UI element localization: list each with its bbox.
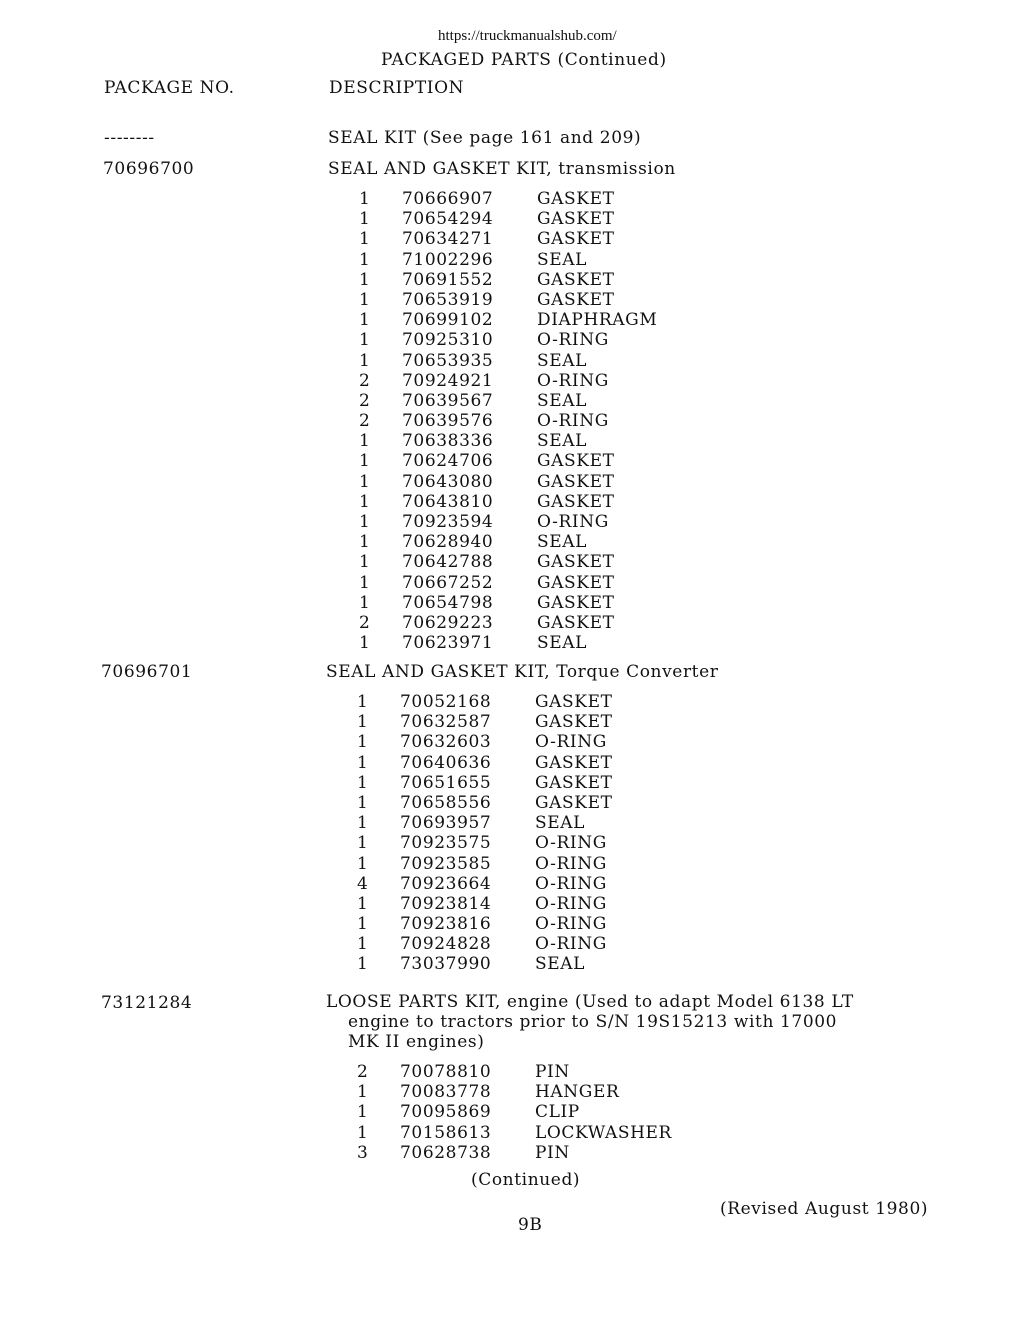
part-quantity: 1 <box>357 813 369 834</box>
part-row <box>357 1062 777 1082</box>
part-name: GASKET <box>535 792 613 813</box>
part-number: 70634271 <box>402 229 494 250</box>
part-row <box>359 391 779 411</box>
part-name: GASKET <box>537 289 615 310</box>
part-name: HANGER <box>535 1082 620 1103</box>
part-quantity: 1 <box>359 209 371 230</box>
part-row <box>357 732 777 752</box>
kit3-description-line: LOOSE PARTS KIT, engine (Used to adapt Model 6138 LT <box>326 992 854 1012</box>
part-quantity: 2 <box>359 411 371 432</box>
part-row <box>357 692 777 712</box>
part-row <box>359 532 779 552</box>
part-row <box>359 229 779 249</box>
part-quantity: 1 <box>359 249 371 270</box>
part-number: 70095869 <box>400 1102 492 1123</box>
part-row <box>359 613 779 633</box>
part-quantity: 4 <box>357 873 369 894</box>
continued-note: (Continued) <box>471 1170 581 1190</box>
part-quantity: 1 <box>357 732 369 753</box>
part-quantity: 1 <box>357 1082 369 1103</box>
part-name: SEAL <box>537 249 588 270</box>
part-quantity: 1 <box>359 512 371 532</box>
part-quantity: 1 <box>357 752 369 773</box>
kit2-parts-list <box>357 692 777 975</box>
part-row <box>357 793 777 813</box>
part-quantity: 1 <box>357 772 369 793</box>
part-number: 70628940 <box>402 532 494 553</box>
part-number: 70693957 <box>400 813 492 834</box>
part-row <box>357 954 777 974</box>
page-number: 9B <box>518 1215 543 1235</box>
part-number: 70642788 <box>402 552 494 573</box>
revision-note: (Revised August 1980) <box>720 1199 929 1219</box>
part-number: 70624706 <box>402 451 494 472</box>
part-number: 70699102 <box>402 310 494 331</box>
source-url: https://truckmanualshub.com/ <box>438 28 617 44</box>
part-name: O-RING <box>535 873 607 894</box>
part-row <box>359 371 779 391</box>
part-number: 70643810 <box>402 491 494 512</box>
part-name: O-RING <box>535 833 607 854</box>
kit3-parts-list <box>357 1062 777 1163</box>
part-row <box>359 270 779 290</box>
part-number: 70653935 <box>402 350 494 371</box>
part-number: 70924921 <box>402 370 494 391</box>
part-number: 71002296 <box>402 249 494 270</box>
part-quantity: 1 <box>359 592 371 613</box>
part-quantity: 1 <box>359 330 371 351</box>
part-number: 70639576 <box>402 411 494 432</box>
part-number: 70658556 <box>400 792 492 813</box>
part-number: 70923664 <box>400 873 492 894</box>
part-name: PIN <box>535 1142 570 1163</box>
part-name: O-RING <box>537 370 609 391</box>
part-name: GASKET <box>535 752 613 773</box>
part-name: SEAL <box>537 431 588 452</box>
part-row <box>359 552 779 572</box>
part-row <box>359 411 779 431</box>
part-quantity: 1 <box>357 692 369 712</box>
part-number: 70653919 <box>402 289 494 310</box>
part-name: O-RING <box>535 732 607 753</box>
part-number: 70623971 <box>402 633 494 654</box>
part-name: O-RING <box>535 914 607 935</box>
part-name: SEAL <box>535 813 586 834</box>
part-quantity: 1 <box>357 1122 369 1143</box>
part-number: 70691552 <box>402 269 494 290</box>
part-row <box>357 773 777 793</box>
part-number: 70640636 <box>400 752 492 773</box>
part-number: 70923585 <box>400 853 492 874</box>
part-name: GASKET <box>537 592 615 613</box>
kit2-package-no: 70696701 <box>101 662 193 682</box>
part-quantity: 1 <box>357 853 369 874</box>
part-quantity: 1 <box>359 552 371 573</box>
part-number: 70666907 <box>402 189 494 209</box>
part-number: 70632587 <box>400 712 492 733</box>
part-number: 70651655 <box>400 772 492 793</box>
part-number: 70643080 <box>402 471 494 492</box>
part-name: O-RING <box>535 893 607 914</box>
part-name: GASKET <box>535 772 613 793</box>
header-description: DESCRIPTION <box>329 78 465 98</box>
part-name: O-RING <box>537 330 609 351</box>
part-name: O-RING <box>537 411 609 432</box>
kit1-parts-list <box>359 189 779 653</box>
part-quantity: 1 <box>359 471 371 492</box>
part-row <box>359 593 779 613</box>
part-quantity: 1 <box>359 189 371 209</box>
part-row <box>359 492 779 512</box>
part-name: SEAL <box>535 954 586 975</box>
part-quantity: 1 <box>359 229 371 250</box>
part-number: 70654294 <box>402 209 494 230</box>
part-name: GASKET <box>537 612 615 633</box>
part-row <box>357 934 777 954</box>
part-quantity: 2 <box>357 1062 369 1082</box>
part-quantity: 2 <box>359 612 371 633</box>
kit3-description-line: engine to tractors prior to S/N 19S15213 with 17000 <box>348 1012 838 1032</box>
part-quantity: 3 <box>357 1142 369 1163</box>
part-quantity: 1 <box>357 833 369 854</box>
seal-kit-description: SEAL KIT (See page 161 and 209) <box>328 128 642 148</box>
part-row <box>359 431 779 451</box>
part-row <box>357 1102 777 1122</box>
part-row <box>357 854 777 874</box>
kit1-package-no: 70696700 <box>103 159 195 179</box>
kit3-package-no: 73121284 <box>101 993 193 1013</box>
part-row <box>359 330 779 350</box>
part-number: 70923816 <box>400 914 492 935</box>
kit1-description: SEAL AND GASKET KIT, transmission <box>328 159 676 179</box>
part-row <box>357 712 777 732</box>
part-number: 70632603 <box>400 732 492 753</box>
part-row <box>357 1143 777 1163</box>
part-number: 70925310 <box>402 330 494 351</box>
part-number: 70667252 <box>402 572 494 593</box>
part-quantity: 1 <box>359 491 371 512</box>
part-name: PIN <box>535 1062 570 1082</box>
part-quantity: 2 <box>359 370 371 391</box>
part-name: GASKET <box>537 471 615 492</box>
part-number: 70638336 <box>402 431 494 452</box>
part-row <box>357 874 777 894</box>
part-name: SEAL <box>537 532 588 553</box>
part-row <box>359 209 779 229</box>
part-quantity: 1 <box>359 431 371 452</box>
part-quantity: 1 <box>359 310 371 331</box>
part-number: 70639567 <box>402 390 494 411</box>
kit3-description-line: MK II engines) <box>348 1032 485 1052</box>
part-row <box>359 633 779 653</box>
part-number: 70078810 <box>400 1062 492 1082</box>
part-name: GASKET <box>537 572 615 593</box>
part-number: 70923814 <box>400 893 492 914</box>
part-row <box>359 351 779 371</box>
kit2-description: SEAL AND GASKET KIT, Torque Converter <box>326 662 719 682</box>
part-name: GASKET <box>537 552 615 573</box>
part-name: DIAPHRAGM <box>537 310 658 331</box>
part-row <box>357 1082 777 1102</box>
part-quantity: 1 <box>359 350 371 371</box>
part-quantity: 1 <box>357 1102 369 1123</box>
part-row <box>357 1123 777 1143</box>
page-title: PACKAGED PARTS (Continued) <box>381 50 667 70</box>
part-number: 70923575 <box>400 833 492 854</box>
part-quantity: 1 <box>357 934 369 955</box>
part-row <box>357 894 777 914</box>
part-name: O-RING <box>535 853 607 874</box>
part-row <box>359 250 779 270</box>
part-number: 70654798 <box>402 592 494 613</box>
part-number: 70158613 <box>400 1122 492 1143</box>
part-number: 70083778 <box>400 1082 492 1103</box>
part-name: O-RING <box>537 512 609 532</box>
part-number: 73037990 <box>400 954 492 975</box>
part-quantity: 1 <box>359 572 371 593</box>
part-number: 70924828 <box>400 934 492 955</box>
part-quantity: 1 <box>357 893 369 914</box>
part-row <box>357 833 777 853</box>
part-number: 70629223 <box>402 612 494 633</box>
part-quantity: 1 <box>357 712 369 733</box>
part-row <box>357 753 777 773</box>
part-quantity: 1 <box>357 914 369 935</box>
part-name: GASKET <box>537 451 615 472</box>
part-row <box>357 813 777 833</box>
part-name: SEAL <box>537 633 588 654</box>
part-name: LOCKWASHER <box>535 1122 672 1143</box>
part-name: SEAL <box>537 390 588 411</box>
part-row <box>359 512 779 532</box>
header-package-no: PACKAGE NO. <box>104 78 235 98</box>
part-name: GASKET <box>537 189 615 209</box>
part-quantity: 1 <box>357 792 369 813</box>
part-name: SEAL <box>537 350 588 371</box>
part-number: 70052168 <box>400 692 492 712</box>
part-quantity: 1 <box>359 451 371 472</box>
part-quantity: 1 <box>359 269 371 290</box>
part-row <box>359 290 779 310</box>
part-number: 70923594 <box>402 512 494 532</box>
kit3-description <box>326 992 854 1052</box>
part-quantity: 1 <box>359 532 371 553</box>
part-name: O-RING <box>535 934 607 955</box>
part-quantity: 1 <box>359 289 371 310</box>
part-name: GASKET <box>537 209 615 230</box>
part-name: GASKET <box>537 229 615 250</box>
part-quantity: 1 <box>357 954 369 975</box>
part-row <box>357 914 777 934</box>
part-name: GASKET <box>537 491 615 512</box>
part-row <box>359 310 779 330</box>
part-name: GASKET <box>535 692 613 712</box>
part-name: CLIP <box>535 1102 580 1123</box>
part-quantity: 2 <box>359 390 371 411</box>
part-row <box>359 451 779 471</box>
part-row <box>359 573 779 593</box>
part-row <box>359 472 779 492</box>
part-name: GASKET <box>535 712 613 733</box>
part-quantity: 1 <box>359 633 371 654</box>
part-number: 70628738 <box>400 1142 492 1163</box>
part-row <box>359 189 779 209</box>
part-name: GASKET <box>537 269 615 290</box>
seal-kit-package-no: -------- <box>104 128 155 148</box>
